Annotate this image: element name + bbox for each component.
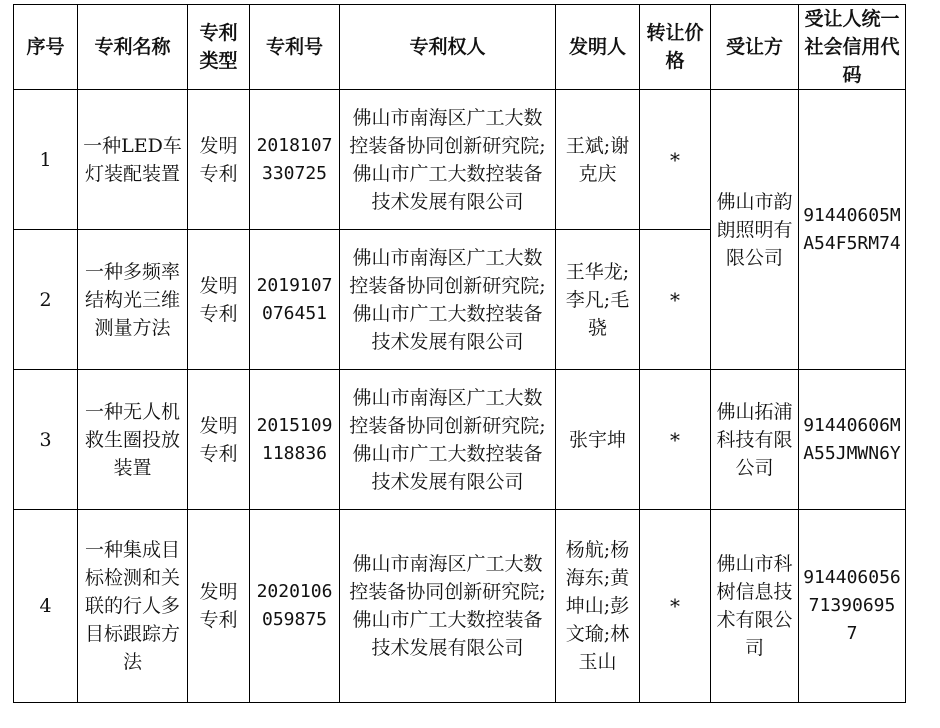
header-price: 转让价格 <box>640 5 711 90</box>
header-index: 序号 <box>14 5 78 90</box>
cell-assignee: 佛山拓浦科技有限公司 <box>711 370 799 510</box>
table-row <box>14 370 906 510</box>
cell-number: 2015109118836 <box>250 370 340 510</box>
cell-holder: 佛山市南海区广工大数控装备协同创新研究院;佛山市广工大数控装备技术发展有限公司 <box>340 230 556 370</box>
header-holder: 专利权人 <box>340 5 556 90</box>
cell-type: 发明专利 <box>188 230 250 370</box>
header-name: 专利名称 <box>78 5 188 90</box>
cell-credit-code: 91440605MA54F5RM74 <box>799 90 906 370</box>
header-assignee: 受让方 <box>711 5 799 90</box>
cell-index: 3 <box>14 370 78 510</box>
cell-index: 4 <box>14 510 78 703</box>
cell-credit-code: 91440606MA55JMWN6Y <box>799 370 906 510</box>
cell-index: 1 <box>14 90 78 230</box>
cell-credit-code: 91440605671390695 7 <box>799 510 906 703</box>
cell-name: 一种无人机救生圈投放装置 <box>78 370 188 510</box>
table-row <box>14 510 906 703</box>
patent-table <box>13 4 906 703</box>
cell-price: * <box>640 370 711 510</box>
cell-number: 2020106059875 <box>250 510 340 703</box>
cell-name: 一种多频率结构光三维测量方法 <box>78 230 188 370</box>
cell-type: 发明专利 <box>188 370 250 510</box>
cell-inventor: 王斌;谢克庆 <box>556 90 640 230</box>
header-row <box>14 5 906 90</box>
cell-price: * <box>640 510 711 703</box>
cell-price: * <box>640 230 711 370</box>
cell-name: 一种集成目标检测和关联的行人多目标跟踪方法 <box>78 510 188 703</box>
table-row <box>14 90 906 230</box>
cell-holder: 佛山市南海区广工大数控装备协同创新研究院;佛山市广工大数控装备技术发展有限公司 <box>340 510 556 703</box>
cell-inventor: 杨航;杨海东;黄坤山;彭文瑜;林玉山 <box>556 510 640 703</box>
cell-price: * <box>640 90 711 230</box>
header-type: 专利类型 <box>188 5 250 90</box>
cell-assignee: 佛山市科树信息技术有限公司 <box>711 510 799 703</box>
cell-holder: 佛山市南海区广工大数控装备协同创新研究院;佛山市广工大数控装备技术发展有限公司 <box>340 370 556 510</box>
cell-type: 发明专利 <box>188 510 250 703</box>
cell-index: 2 <box>14 230 78 370</box>
cell-number: 2018107330725 <box>250 90 340 230</box>
cell-type: 发明专利 <box>188 90 250 230</box>
cell-name: 一种LED车灯装配装置 <box>78 90 188 230</box>
cell-number: 2019107076451 <box>250 230 340 370</box>
cell-inventor: 张宇坤 <box>556 370 640 510</box>
header-credit-code: 受让人统一社会信用代码 <box>799 5 906 90</box>
cell-holder: 佛山市南海区广工大数控装备协同创新研究院;佛山市广工大数控装备技术发展有限公司 <box>340 90 556 230</box>
cell-inventor: 王华龙;李凡;毛骁 <box>556 230 640 370</box>
header-number: 专利号 <box>250 5 340 90</box>
cell-assignee: 佛山市韵朗照明有限公司 <box>711 90 799 370</box>
header-inventor: 发明人 <box>556 5 640 90</box>
